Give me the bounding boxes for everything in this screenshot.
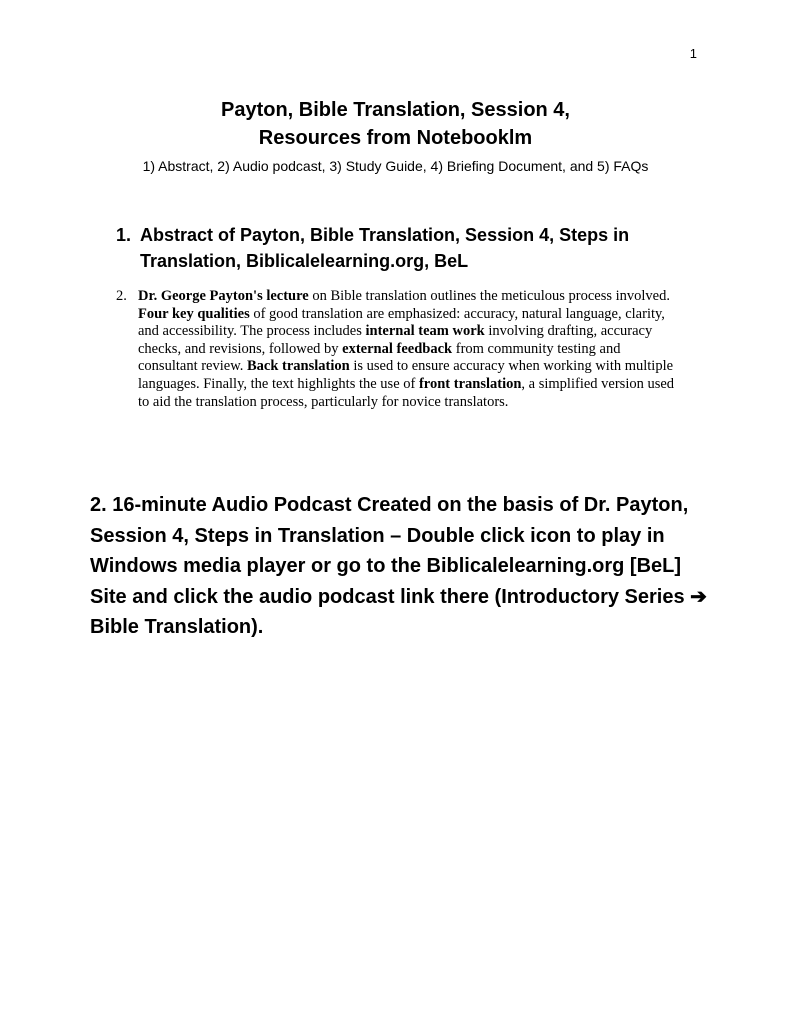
right-arrow-icon: ➔ [690,585,707,608]
document-subtitle: 1) Abstract, 2) Audio podcast, 3) Study Guide, 4) Briefing Document, and 5) FAQs [142,158,649,174]
section-2-heading [90,490,720,643]
abstract-text-5: is used to ensure accuracy when working with multiple languages. Finally, the text highlights the use of [138,358,674,392]
abstract-text-4: from community testing and consultant review. [138,340,621,375]
abstract-bold-front-translation: front translation [418,375,522,392]
abstract-text-3: involving drafting, accuracy checks, and revisions, followed by [138,323,653,357]
section-2-heading-text-1: 2. 16-minute Audio Podcast Created on the basis of Dr. Payton, Session 4, Steps in Translation – Double click icon to play in Windows media player or go to the Biblicalelearning.org [BeL] Site and click the audio podcast link there (Introductory Series [90,494,691,608]
abstract-bold-teamwork: internal team work [365,323,485,340]
section-2-heading-text-2: Bible Translation). [90,616,264,638]
abstract-bold-feedback: external feedback [342,340,453,357]
document-title-line-1: Payton, Bible Translation, Session 4, [221,99,570,121]
abstract-item [116,288,676,411]
page-number: 1 [689,46,697,61]
section-1-heading [116,222,676,274]
abstract-text-6: , a simplified version used to aid the translation process, particularly for novice translators. [138,375,675,410]
document-title-line-2: Resources from Notebooklm [258,127,533,149]
abstract-text-1: on Bible translation outlines the meticulous process involved. [308,288,670,304]
section-1-heading-text: Abstract of Payton, Bible Translation, Session 4, Steps in Translation, Biblicalelearning.org, BeL [140,225,630,271]
section-1-number: 1. [116,225,132,245]
abstract-text-2: of good translation are emphasized: accuracy, natural language, clarity, and accessibility. The process includes [138,305,665,340]
abstract-bold-speaker: Dr. George Payton's lecture [138,288,309,304]
abstract-bold-back-translation: Back translation [246,358,350,375]
abstract-bold-qualities: Four key qualities [138,305,250,322]
document-header [0,96,791,176]
abstract-paragraph [138,288,676,411]
abstract-item-number: 2. [116,288,127,304]
